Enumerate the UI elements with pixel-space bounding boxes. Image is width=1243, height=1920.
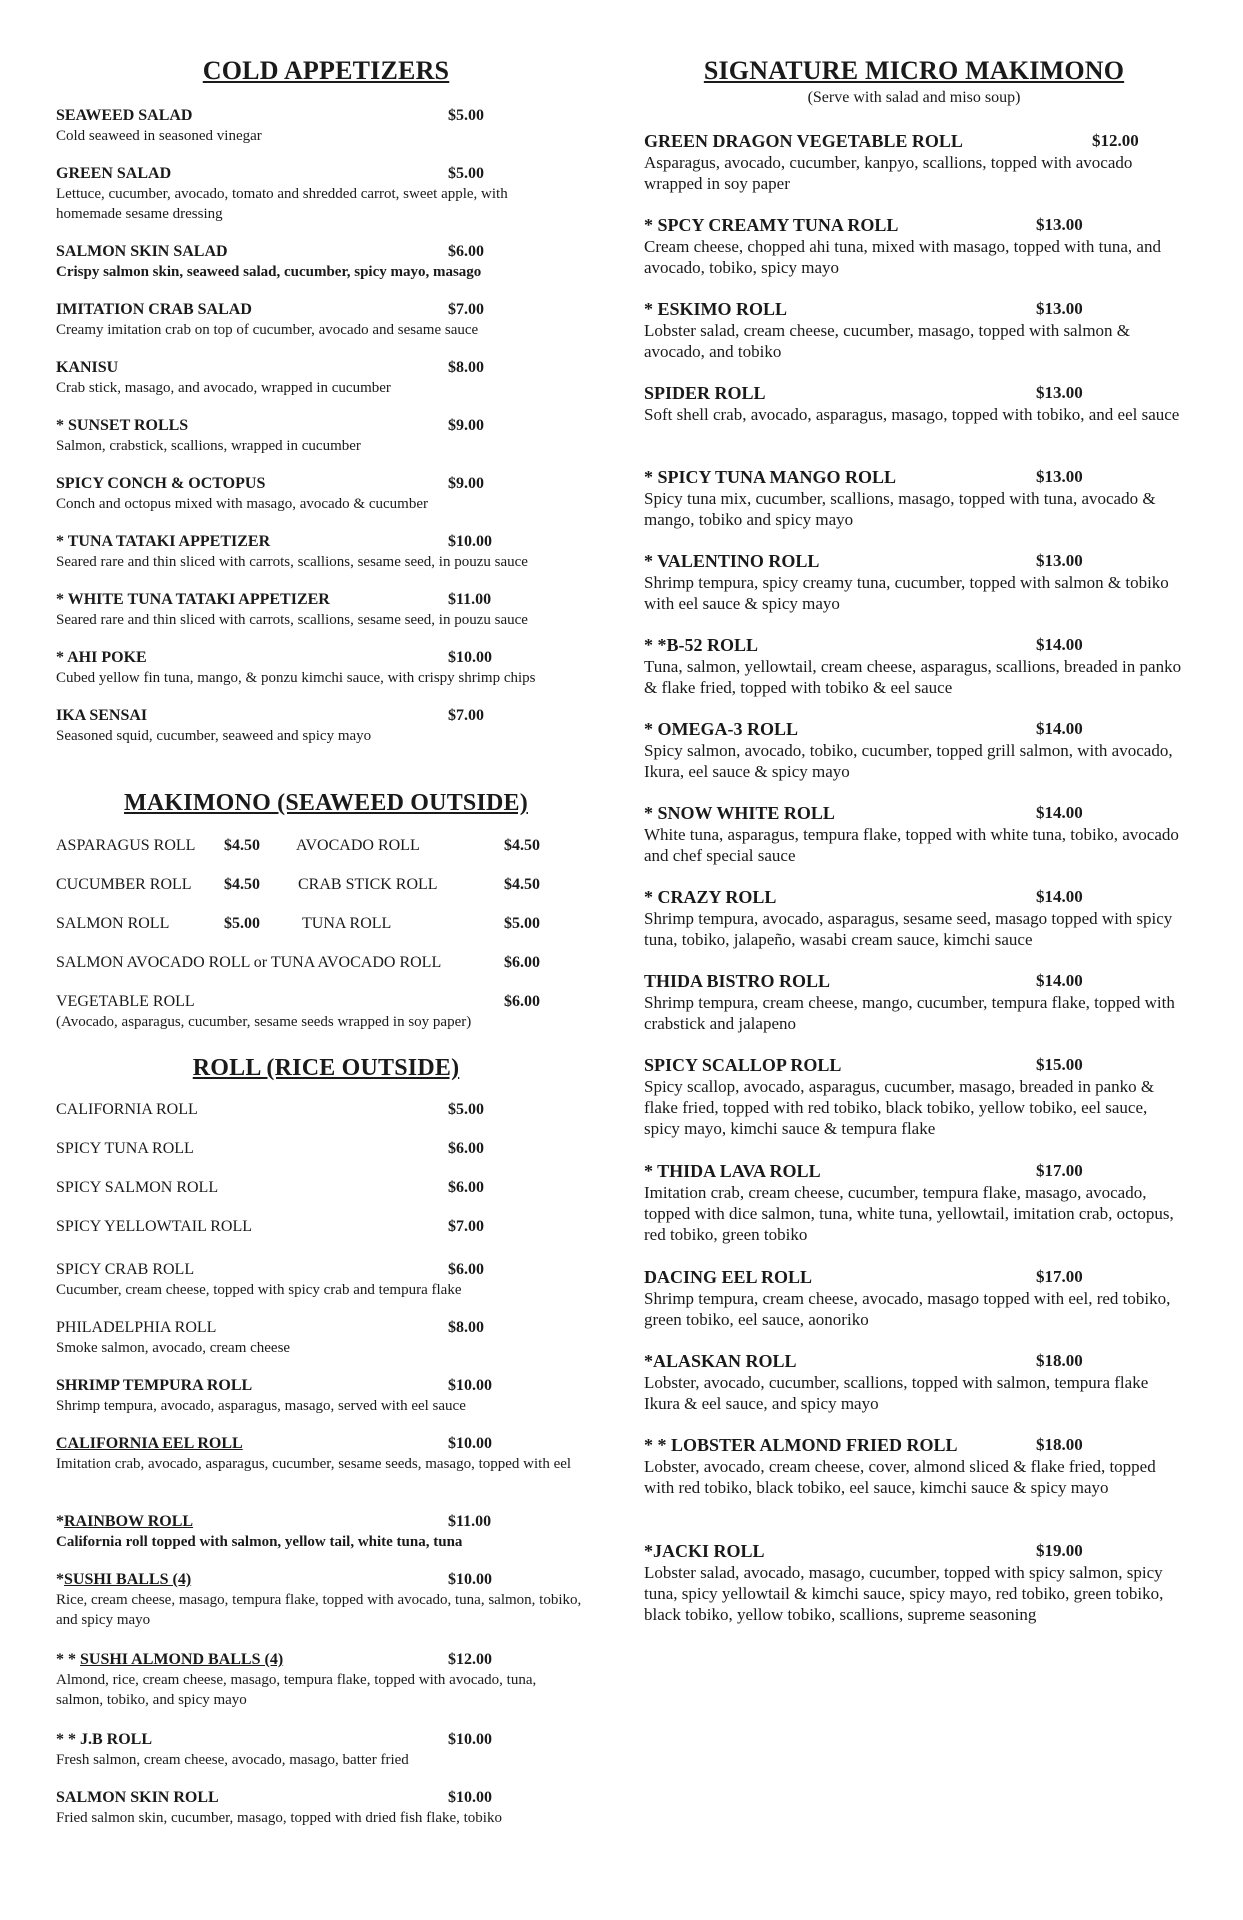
item-name: SALMON ROLL	[56, 915, 170, 932]
item-desc: Crab stick, masago, and avocado, wrapped in cucumber	[56, 380, 391, 396]
menu-item	[644, 130, 1184, 194]
item-name: SPICY SCALLOP ROLL	[644, 1055, 842, 1075]
menu-item	[56, 1178, 596, 1198]
item-name: SHRIMP TEMPURA ROLL	[56, 1377, 253, 1394]
menu-item	[644, 802, 1184, 866]
item-price: $9.00	[448, 475, 484, 492]
item-name: * WHITE TUNA TATAKI APPETIZER	[56, 591, 330, 608]
item-price: $8.00	[448, 359, 484, 376]
menu-item	[56, 164, 596, 224]
item-desc: Smoke salmon, avocado, cream cheese	[56, 1340, 291, 1356]
menu-item	[56, 1650, 596, 1710]
item-desc: Salmon, crabstick, scallions, wrapped in cucumber	[56, 438, 361, 454]
item-name: CUCUMBER ROLL	[56, 876, 192, 893]
item-desc: Spicy scallop, avocado, asparagus, cucumber, masago, breaded in panko & flake fried, topped with red tobiko, black tobiko, yellow tobiko, eel sauce, spicy mayo, kimchi sauce & tempura flake	[644, 1077, 1155, 1138]
item-name: PHILADELPHIA ROLL	[56, 1319, 217, 1336]
item-name: AVOCADO ROLL	[296, 837, 420, 854]
menu-item	[644, 886, 1184, 950]
item-name-row	[56, 1650, 596, 1670]
item-desc: Spicy tuna mix, cucumber, scallions, masago, topped with tuna, avocado & mango, tobiko and spicy mayo	[644, 489, 1156, 529]
item-price: $13.00	[1036, 467, 1083, 486]
item-price: $10.00	[448, 1731, 492, 1748]
item-price: $6.00	[504, 993, 540, 1010]
menu-item	[56, 1318, 596, 1358]
menu-item	[56, 242, 596, 282]
item-name: SPIDER ROLL	[644, 383, 766, 403]
item-name-row	[56, 1570, 596, 1590]
item-desc: Lobster salad, cream cheese, cucumber, masago, topped with salmon & avocado, and tobiko	[644, 321, 1131, 361]
item-price: $13.00	[1036, 551, 1083, 570]
item-name: *ALASKAN ROLL	[644, 1351, 797, 1371]
menu-item	[644, 298, 1184, 362]
item-price: $14.00	[1036, 971, 1083, 990]
item-name: * TUNA TATAKI APPETIZER	[56, 533, 271, 550]
item-desc: White tuna, asparagus, tempura flake, topped with white tuna, tobiko, avocado and chef special sauce	[644, 825, 1179, 865]
item-desc: Fresh salmon, cream cheese, avocado, masago, batter fried	[56, 1752, 409, 1768]
item-desc: Imitation crab, cream cheese, cucumber, tempura flake, masago, avocado, topped with dice salmon, tuna, white tuna, yellowtail, imitation crab, octopus, red tobiko, green tobiko	[644, 1183, 1174, 1244]
menu-item	[56, 1512, 596, 1552]
menu-item	[644, 382, 1184, 425]
item-price: $4.50	[504, 876, 540, 893]
item-name: * * LOBSTER ALMOND FRIED ROLL	[644, 1435, 958, 1455]
item-name: THIDA BISTRO ROLL	[644, 971, 831, 991]
menu-item	[56, 1788, 596, 1828]
item-desc: Cream cheese, chopped ahi tuna, mixed with masago, topped with tuna, and avocado, tobiko, spicy mayo	[644, 237, 1161, 277]
item-desc: Creamy imitation crab on top of cucumber, avocado and sesame sauce	[56, 322, 479, 338]
item-name: * AHI POKE	[56, 649, 147, 666]
item-name: CALIFORNIA EEL ROLL	[56, 1435, 243, 1452]
signature-title: SIGNATURE MICRO MAKIMONO	[703, 56, 1125, 85]
menu-item	[56, 1376, 596, 1416]
item-price: $13.00	[1036, 383, 1083, 402]
menu-item	[56, 300, 596, 340]
item-desc: Shrimp tempura, cream cheese, mango, cucumber, tempura flake, topped with crabstick and jalapeno	[644, 993, 1175, 1033]
item-name: IMITATION CRAB SALAD	[56, 301, 252, 318]
menu-item	[56, 1434, 596, 1474]
item-prefix: * *	[56, 1651, 80, 1668]
item-price: $7.00	[448, 1218, 484, 1235]
item-desc: (Avocado, asparagus, cucumber, sesame seeds wrapped in soy paper)	[56, 1014, 472, 1030]
item-price: $7.00	[448, 301, 484, 318]
menu-item	[644, 970, 1184, 1034]
item-name: GREEN SALAD	[56, 165, 172, 182]
menu-item	[56, 1100, 596, 1120]
item-desc: Lettuce, cucumber, avocado, tomato and shredded carrot, sweet apple, with homemade sesame dressing	[56, 186, 508, 222]
menu-item	[56, 1570, 596, 1630]
item-name: GREEN DRAGON VEGETABLE ROLL	[644, 131, 963, 151]
item-name: * OMEGA-3 ROLL	[644, 719, 799, 739]
item-price: $17.00	[1036, 1161, 1083, 1180]
item-desc: Shrimp tempura, avocado, asparagus, masago, served with eel sauce	[56, 1398, 466, 1414]
roll-rice-outside-title: ROLL (RICE OUTSIDE)	[192, 1055, 460, 1081]
menu-item	[56, 648, 596, 688]
item-desc: Soft shell crab, avocado, asparagus, masago, topped with tobiko, and eel sauce	[644, 405, 1180, 424]
item-price: $12.00	[448, 1651, 492, 1668]
item-price: $5.00	[448, 165, 484, 182]
item-price: $6.00	[448, 1261, 484, 1278]
item-name: SPICY CRAB ROLL	[56, 1261, 195, 1278]
item-desc: Shrimp tempura, cream cheese, avocado, masago topped with eel, red tobiko, green tobiko, eel sauce, aonoriko	[644, 1289, 1171, 1329]
menu-item	[56, 106, 596, 146]
item-desc: Shrimp tempura, spicy creamy tuna, cucumber, topped with salmon & tobiko with eel sauce & spicy mayo	[644, 573, 1169, 613]
item-price: $14.00	[1036, 803, 1083, 822]
item-desc: Seared rare and thin sliced with carrots, scallions, sesame seed, in pouzu sauce	[56, 554, 528, 570]
item-prefix: *	[56, 1571, 64, 1588]
item-name: SUSHI BALLS (4)	[64, 1571, 192, 1588]
item-name: * SPCY CREAMY TUNA ROLL	[644, 215, 899, 235]
menu-item	[644, 1434, 1184, 1498]
item-name: * SPICY TUNA MANGO ROLL	[644, 467, 897, 487]
item-price: $10.00	[448, 1571, 492, 1588]
menu-item	[644, 466, 1184, 530]
item-desc: Lobster, avocado, cucumber, scallions, topped with salmon, tempura flake Ikura & eel sauce, and spicy mayo	[644, 1373, 1149, 1413]
item-name: RAINBOW ROLL	[64, 1513, 194, 1530]
item-price: $10.00	[448, 1789, 492, 1806]
menu-item	[56, 358, 596, 398]
item-desc: Asparagus, avocado, cucumber, kanpyo, scallions, topped with avocado wrapped in soy paper	[644, 153, 1133, 193]
menu-item	[56, 706, 596, 746]
item-desc: Cucumber, cream cheese, topped with spicy crab and tempura flake	[56, 1282, 462, 1298]
item-name: DACING EEL ROLL	[644, 1267, 813, 1287]
item-name: SPICY TUNA ROLL	[56, 1140, 194, 1157]
item-price: $4.50	[224, 837, 260, 854]
item-price: $19.00	[1036, 1541, 1083, 1560]
item-price: $18.00	[1036, 1351, 1083, 1370]
menu-item	[644, 1540, 1184, 1625]
item-prefix: *	[56, 1513, 64, 1530]
item-price: $10.00	[448, 649, 492, 666]
menu-item	[644, 1160, 1184, 1245]
item-desc: Tuna, salmon, yellowtail, cream cheese, asparagus, scallions, breaded in panko & flake fried, topped with tobiko & eel sauce	[644, 657, 1182, 697]
item-name: CRAB STICK ROLL	[298, 876, 438, 893]
item-price: $6.00	[504, 954, 540, 971]
menu-item	[644, 1350, 1184, 1414]
item-name: SPICY CONCH & OCTOPUS	[56, 475, 266, 492]
menu-item	[56, 474, 596, 514]
item-price: $5.00	[448, 107, 484, 124]
item-name: ASPARAGUS ROLL	[56, 837, 196, 854]
item-name: KANISU	[56, 359, 119, 376]
item-desc: Imitation crab, avocado, asparagus, cucumber, sesame seeds, masago, topped with eel	[56, 1456, 572, 1472]
item-desc: Cold seaweed in seasoned vinegar	[56, 128, 262, 144]
menu-item	[56, 590, 596, 630]
item-price: $5.00	[224, 915, 260, 932]
item-price: $12.00	[1092, 131, 1139, 150]
item-desc: Almond, rice, cream cheese, masago, tempura flake, topped with avocado, tuna, salmon, tobiko, and spicy mayo	[56, 1672, 537, 1708]
item-name: SEAWEED SALAD	[56, 107, 193, 124]
item-price: $5.00	[504, 915, 540, 932]
menu-item	[56, 532, 596, 572]
item-price: $13.00	[1036, 215, 1083, 234]
item-price: $4.50	[504, 837, 540, 854]
item-name: CALIFORNIA ROLL	[56, 1101, 198, 1118]
menu-item	[56, 1260, 596, 1300]
item-price: $10.00	[448, 1377, 492, 1394]
item-price: $11.00	[448, 591, 492, 608]
menu-item	[56, 1139, 596, 1159]
item-name: * *B-52 ROLL	[644, 635, 759, 655]
item-price: $9.00	[448, 417, 484, 434]
item-price: $5.00	[448, 1101, 484, 1118]
item-desc: Lobster salad, avocado, masago, cucumber, topped with spicy salmon, spicy tuna, spicy yellowtail & kimchi sauce, spicy mayo, red tobiko, green tobiko, black tobiko, yellow tobiko, scallions, supreme seasoning	[644, 1563, 1164, 1624]
item-name: SPICY SALMON ROLL	[56, 1179, 219, 1196]
item-name: * ESKIMO ROLL	[644, 299, 788, 319]
item-desc: Seasoned squid, cucumber, seaweed and spicy mayo	[56, 728, 372, 744]
item-price: $13.00	[1036, 299, 1083, 318]
item-price: $7.00	[448, 707, 484, 724]
item-price: $14.00	[1036, 635, 1083, 654]
item-name: IKA SENSAI	[56, 707, 148, 724]
menu-item	[644, 214, 1184, 278]
item-price: $15.00	[1036, 1055, 1083, 1074]
menu-item	[644, 1054, 1184, 1139]
item-price: $8.00	[448, 1319, 484, 1336]
item-desc: Conch and octopus mixed with masago, avocado & cucumber	[56, 496, 428, 512]
item-price: $10.00	[448, 1435, 492, 1452]
item-price: $6.00	[448, 1140, 484, 1157]
item-name: SUSHI ALMOND BALLS (4)	[80, 1651, 284, 1668]
item-price: $6.00	[448, 243, 484, 260]
menu-item	[56, 416, 596, 456]
item-name: TUNA ROLL	[302, 915, 392, 932]
item-price: $6.00	[448, 1179, 484, 1196]
item-name: SPICY YELLOWTAIL ROLL	[56, 1218, 253, 1235]
signature-subtitle: (Serve with salad and miso soup)	[807, 89, 1021, 106]
menu-item	[56, 1730, 596, 1770]
item-desc: Spicy salmon, avocado, tobiko, cucumber, topped grill salmon, with avocado, Ikura, eel sauce & spicy mayo	[644, 741, 1173, 781]
menu-item	[644, 1266, 1184, 1330]
item-price: $10.00	[448, 533, 492, 550]
item-name: * * J.B ROLL	[56, 1731, 153, 1748]
item-desc: Shrimp tempura, avocado, asparagus, sesame seed, masago topped with spicy tuna, tobiko, jalapeño, wasabi cream sauce, kimchi sauce	[644, 909, 1173, 949]
item-desc: California roll topped with salmon, yellow tail, white tuna, tuna	[56, 1534, 463, 1550]
item-name: * CRAZY ROLL	[644, 887, 777, 907]
item-name: * VALENTINO ROLL	[644, 551, 820, 571]
item-name-row	[56, 1512, 596, 1532]
item-desc: Crispy salmon skin, seaweed salad, cucumber, spicy mayo, masago	[56, 264, 482, 280]
item-name: VEGETABLE ROLL	[56, 993, 195, 1010]
menu-item	[644, 634, 1184, 698]
item-desc: Seared rare and thin sliced with carrots, scallions, sesame seed, in pouzu sauce	[56, 612, 528, 628]
item-desc: Lobster, avocado, cream cheese, cover, almond sliced & flake fried, topped with red tobiko, black tobiko, eel sauce, kimchi sauce & spicy mayo	[644, 1457, 1156, 1497]
menu-item	[644, 550, 1184, 614]
item-price: $18.00	[1036, 1435, 1083, 1454]
item-desc: Cubed yellow fin tuna, mango, & ponzu kimchi sauce, with crispy shrimp chips	[56, 670, 536, 686]
item-name: *JACKI ROLL	[644, 1541, 765, 1561]
item-price: $11.00	[448, 1513, 492, 1530]
item-price: $14.00	[1036, 887, 1083, 906]
menu-item	[644, 718, 1184, 782]
menu-item	[56, 1217, 596, 1237]
item-name: * SUNSET ROLLS	[56, 417, 189, 434]
item-name: * SNOW WHITE ROLL	[644, 803, 835, 823]
item-price: $17.00	[1036, 1267, 1083, 1286]
item-desc: Rice, cream cheese, masago, tempura flake, topped with avocado, tuna, salmon, tobiko, and spicy mayo	[56, 1592, 582, 1628]
item-name: * THIDA LAVA ROLL	[644, 1161, 821, 1181]
item-price: $4.50	[224, 876, 260, 893]
item-name: SALMON SKIN ROLL	[56, 1789, 219, 1806]
item-desc: Fried salmon skin, cucumber, masago, topped with dried fish flake, tobiko	[56, 1810, 502, 1826]
item-price: $14.00	[1036, 719, 1083, 738]
cold-appetizers-title: COLD APPETIZERS	[202, 56, 450, 85]
makimono-title: MAKIMONO (SEAWEED OUTSIDE)	[124, 790, 528, 816]
item-name: SALMON AVOCADO ROLL or TUNA AVOCADO ROLL	[56, 954, 442, 971]
item-name: SALMON SKIN SALAD	[56, 243, 228, 260]
